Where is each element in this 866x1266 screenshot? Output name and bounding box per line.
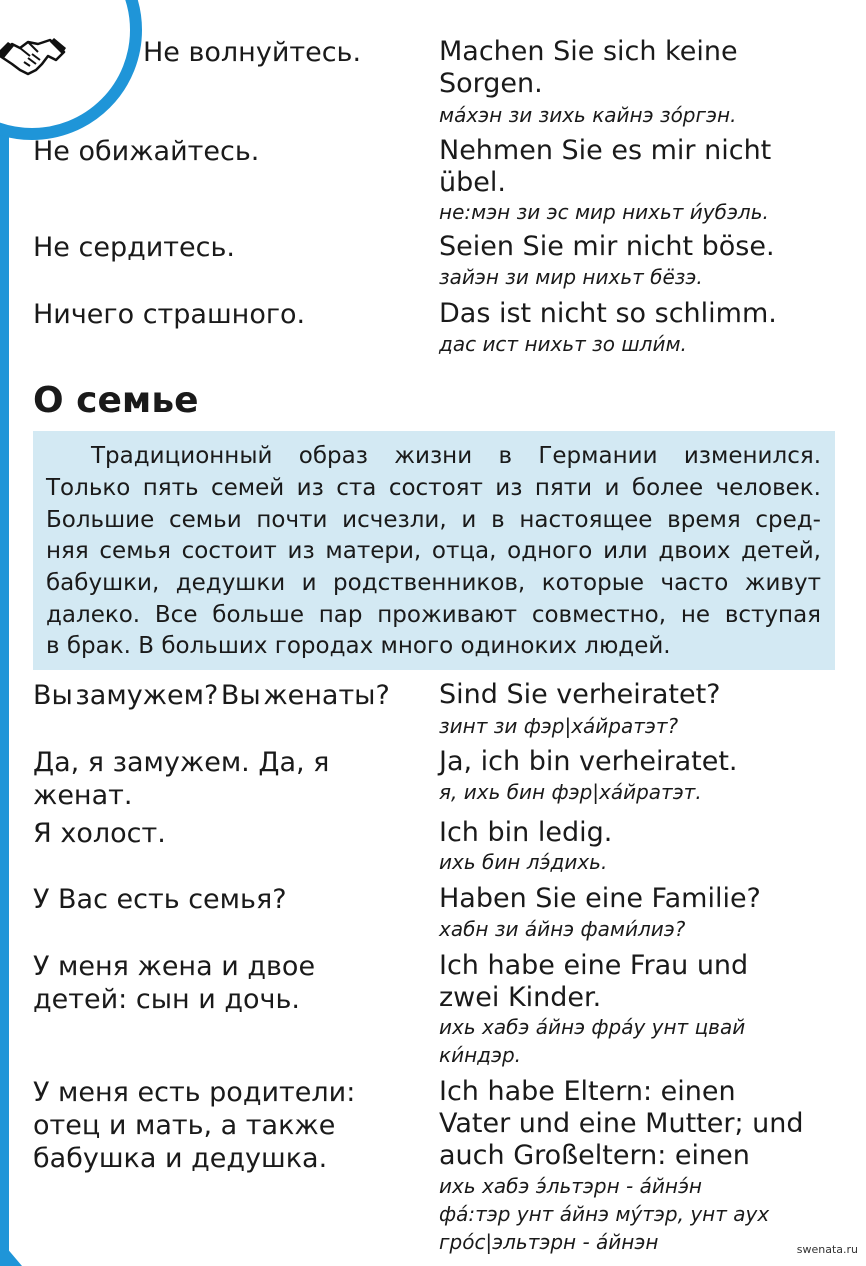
family-tr-3: ихь бин лэ́дихь.	[439, 850, 608, 874]
info-line-1: Традиционный образ жизни в Германии изменился.	[91, 443, 821, 469]
family-tr-4: хабн зи а́йнэ фами́лиэ?	[439, 917, 686, 941]
family-de-2: Ja, ich bin verheiratet.	[439, 746, 738, 777]
family-ru-6: У меня есть родители: отец и мать, а также бабушка и дедушка.	[33, 1077, 356, 1174]
family-de-3: Ich bin ledig.	[439, 817, 613, 848]
section-title: О семье	[33, 380, 199, 421]
family-de-1: Sind Sie verheiratet?	[439, 679, 721, 710]
left-accent-bar	[0, 0, 9, 1266]
info-box	[33, 431, 835, 670]
info-line-3: Большие семьи почти исчезли, и в настоящее время сред-	[46, 507, 821, 533]
phrase-ru-3: Не сердитесь.	[33, 232, 235, 263]
family-ru-2: Да, я замужем. Да, я женат.	[33, 747, 330, 811]
phrase-de-3: Seien Sie mir nicht böse.	[439, 231, 775, 262]
family-de-5: Ich habe eine Frau und zwei Kinder.	[439, 950, 749, 1013]
family-ru-4: У Вас есть семья?	[33, 884, 287, 915]
phrase-ru-4: Ничего страшного.	[33, 299, 306, 330]
phrase-de-2: Nehmen Sie es mir nicht übel.	[439, 135, 772, 198]
family-ru-3: Я холост.	[33, 818, 166, 849]
phrase-tr-2: не:мэн зи эс мир нихьт и́убэль.	[439, 200, 769, 224]
phrase-de-4: Das ist nicht so schlimm.	[439, 298, 777, 329]
family-tr-5: ихь хабэ а́йнэ фра́у унт цвай ки́ндэр.	[439, 1015, 746, 1067]
info-line-2: Только пять семей из ста состоят из пяти и более человек.	[46, 475, 821, 501]
phrase-tr-4: дас ист нихьт зо шли́м.	[439, 332, 687, 356]
phrase-tr-3: зайэн зи мир нихьт бёзэ.	[439, 265, 703, 289]
family-tr-2: я, ихь бин фэр|ха́йратэт.	[439, 780, 702, 804]
family-de-6: Ich habe Eltern: einen Vater und eine Mutter; und auch Großeltern: einen	[439, 1076, 804, 1171]
phrase-tr-1: ма́хэн зи зихь кайнэ зо́ргэн.	[439, 103, 737, 127]
family-ru-1: Вы замужем? Вы женаты?	[33, 680, 390, 711]
info-line-4: няя семья состоит из матери, отца, одного или двоих детей,	[46, 538, 821, 564]
bottom-corner-wedge	[0, 1240, 22, 1266]
info-line-7: в брак. В больших городах много одиноких людей.	[46, 633, 671, 659]
watermark: swenata.ru	[796, 1243, 858, 1256]
family-ru-5: У меня жена и двое детей: сын и дочь.	[33, 951, 316, 1015]
info-line-6: далеко. Все больше пар проживают совместно, не вступая	[46, 602, 821, 628]
phrase-ru-1: Не волнуйтесь.	[143, 37, 362, 68]
info-line-5: бабушки, дедушки и родственников, которые часто живут	[46, 570, 821, 596]
handshake-icon	[0, 30, 68, 82]
phrase-ru-2: Не обижайтесь.	[33, 136, 260, 167]
phrase-de-1: Machen Sie sich keine Sorgen.	[439, 36, 738, 99]
family-tr-1: зинт зи фэр|ха́йратэт?	[439, 714, 679, 738]
family-de-4: Haben Sie eine Familie?	[439, 883, 761, 914]
family-tr-6: ихь хабэ э́льтэрн - а́йнэ́н фа́:тэр унт а́йнэ му́тэр, унт аух гро́с|эльтэрн - а́йнэн	[439, 1174, 770, 1254]
